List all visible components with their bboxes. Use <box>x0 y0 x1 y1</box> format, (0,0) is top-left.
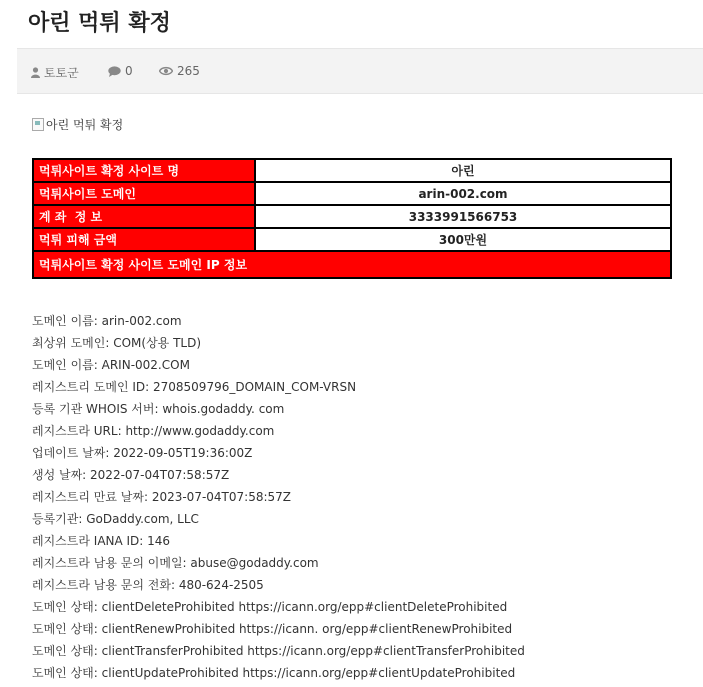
view-count-value: 265 <box>177 64 200 78</box>
whois-line: 도메인 상태: clientUpdateProhibited https://icann.org/epp#clientUpdateProhibited <box>32 666 516 680</box>
whois-line: 레지스트리 도메인 ID: 2708509796_DOMAIN_COM-VRSN <box>32 380 357 394</box>
post-meta-bar <box>17 48 703 94</box>
table-label: 먹튀사이트 도메인 <box>33 182 255 205</box>
whois-line: 도메인 상태: clientRenewProhibited https://icann. org/epp#clientRenewProhibited <box>32 622 513 636</box>
whois-line: 레지스트리 만료 날짜: 2023-07-04T07:58:57Z <box>32 490 291 504</box>
table-value: 아린 <box>255 159 671 182</box>
whois-line: 레지스트라 남용 문의 전화: 480-624-2505 <box>32 578 264 592</box>
whois-line: 도메인 상태: clientTransferProhibited https://icann.org/epp#clientTransferProhibited <box>32 644 525 658</box>
table-value: 3333991566753 <box>255 205 671 228</box>
table-row <box>33 159 671 182</box>
post-image-alt: 아린 먹튀 확정 <box>46 118 124 132</box>
table-row <box>33 205 671 228</box>
table-label: 먹튀사이트 확정 사이트 명 <box>33 159 255 182</box>
eye-icon <box>159 66 173 76</box>
comment-count-value: 0 <box>125 64 133 78</box>
comment-icon <box>108 66 121 77</box>
whois-line: 생성 날짜: 2022-07-04T07:58:57Z <box>32 468 230 482</box>
view-count <box>159 64 200 78</box>
table-footer-label: 먹튀사이트 확정 사이트 도메인 IP 정보 <box>33 251 671 278</box>
whois-line: 레지스트라 남용 문의 이메일: abuse@godaddy.com <box>32 556 319 570</box>
table-value: 300만원 <box>255 228 671 251</box>
table-row <box>33 228 671 251</box>
site-info-table <box>32 158 672 279</box>
whois-line: 등록 기관 WHOIS 서버: whois.godaddy. com <box>32 402 285 416</box>
whois-line: 최상위 도메인: COM(상용 TLD) <box>32 336 202 350</box>
whois-line: 도메인 이름: ARIN-002.COM <box>32 358 190 372</box>
user-icon <box>31 67 40 78</box>
table-value: arin-002.com <box>255 182 671 205</box>
table-row <box>33 251 671 278</box>
table-label: 계 좌 정 보 <box>33 205 255 228</box>
author-name: 토토군 <box>44 66 79 80</box>
whois-details <box>32 310 525 684</box>
whois-line: 도메인 이름: arin-002.com <box>32 314 182 328</box>
page-title: 아린 먹튀 확정 <box>28 11 171 36</box>
whois-line: 레지스트라 URL: http://www.godaddy.com <box>32 424 275 438</box>
table-row <box>33 182 671 205</box>
table-label: 먹튀 피해 금액 <box>33 228 255 251</box>
post-image <box>32 116 123 133</box>
whois-line: 레지스트라 IANA ID: 146 <box>32 534 171 548</box>
whois-line: 업데이트 날짜: 2022-09-05T19:36:00Z <box>32 446 253 460</box>
whois-line: 도메인 상태: clientDeleteProhibited https://icann.org/epp#clientDeleteProhibited <box>32 600 508 614</box>
broken-image-icon <box>32 118 44 131</box>
whois-line: 등록기관: GoDaddy.com, LLC <box>32 512 199 526</box>
author-link[interactable] <box>31 64 79 81</box>
comment-count[interactable] <box>108 64 133 78</box>
